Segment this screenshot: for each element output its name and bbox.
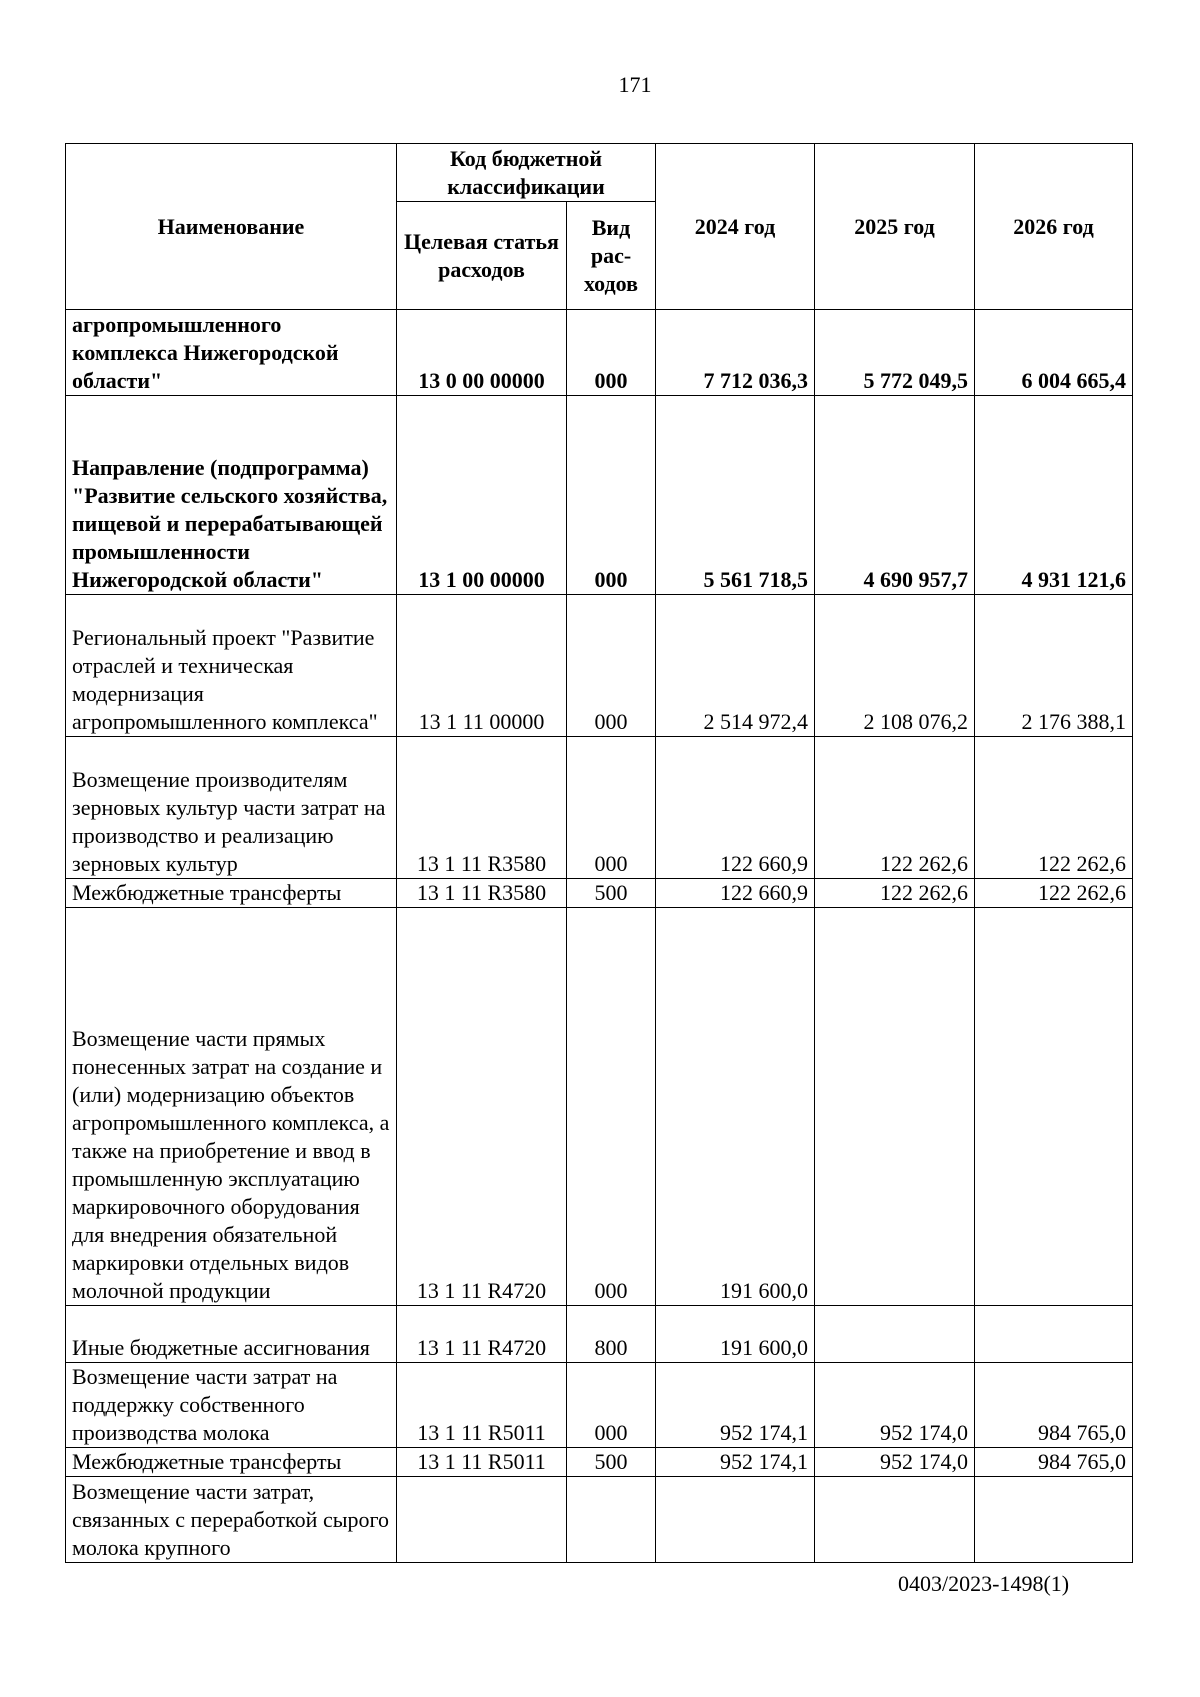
row-amount-2026	[975, 1477, 1133, 1563]
row-amount-2026: 122 262,6	[975, 879, 1133, 908]
row-amount-2025: 122 262,6	[815, 737, 975, 879]
table-body	[66, 310, 1133, 1563]
table-row	[66, 1448, 1133, 1477]
row-expense-kind: 500	[567, 1448, 656, 1477]
row-target-code: 13 1 11 00000	[397, 595, 567, 737]
row-amount-2024: 952 174,1	[656, 1363, 815, 1448]
row-expense-kind	[567, 1477, 656, 1563]
row-amount-2024: 7 712 036,3	[656, 310, 815, 396]
header-name: Наименование	[66, 144, 397, 310]
row-amount-2026	[975, 1306, 1133, 1363]
header-2024: 2024 год	[656, 144, 815, 310]
row-target-code: 13 0 00 00000	[397, 310, 567, 396]
row-target-code: 13 1 11 R4720	[397, 908, 567, 1306]
row-name: Возмещение части затрат, связанных с переработкой сырого молока крупного	[66, 1477, 397, 1563]
page-number: 171	[618, 72, 652, 97]
row-amount-2024: 191 600,0	[656, 1306, 815, 1363]
row-amount-2025: 2 108 076,2	[815, 595, 975, 737]
row-name: Направление (подпрограмма) "Развитие сельского хозяйства, пищевой и перерабатывающей промышленности Нижегородской области"	[66, 396, 397, 595]
row-amount-2024: 5 561 718,5	[656, 396, 815, 595]
header-2026: 2026 год	[975, 144, 1133, 310]
row-amount-2026: 6 004 665,4	[975, 310, 1133, 396]
row-expense-kind: 000	[567, 396, 656, 595]
header-code-group: Код бюджетной классификации	[397, 144, 656, 202]
row-amount-2024: 952 174,1	[656, 1448, 815, 1477]
row-expense-kind: 500	[567, 879, 656, 908]
budget-table	[65, 143, 1133, 1563]
row-amount-2024: 122 660,9	[656, 879, 815, 908]
row-amount-2024: 122 660,9	[656, 737, 815, 879]
table-row	[66, 879, 1133, 908]
row-amount-2026: 984 765,0	[975, 1363, 1133, 1448]
table-row	[66, 737, 1133, 879]
table-row	[66, 310, 1133, 396]
table-row	[66, 1477, 1133, 1563]
row-amount-2024: 191 600,0	[656, 908, 815, 1306]
row-expense-kind: 000	[567, 737, 656, 879]
row-name: Межбюджетные трансферты	[66, 1448, 397, 1477]
row-name: агропромышленного комплекса Нижегородской области"	[66, 310, 397, 396]
row-name: Иные бюджетные ассигнования	[66, 1306, 397, 1363]
row-name: Возмещение части прямых понесенных затрат на создание и (или) модернизацию объектов агропромышленного комплекса, а также на приобретение и ввод в промышленную эксплуатацию маркировочного оборудования для внедрения обязательной маркировки отдельных видов молочной продукции	[66, 908, 397, 1306]
row-target-code	[397, 1477, 567, 1563]
table-row	[66, 1363, 1133, 1448]
row-name: Межбюджетные трансферты	[66, 879, 397, 908]
row-name: Возмещение части затрат на поддержку собственного производства молока	[66, 1363, 397, 1448]
row-amount-2026: 984 765,0	[975, 1448, 1133, 1477]
table-row	[66, 908, 1133, 1306]
row-name: Региональный проект "Развитие отраслей и техническая модернизация агропромышленного комплекса"	[66, 595, 397, 737]
row-amount-2025: 952 174,0	[815, 1363, 975, 1448]
table-header	[66, 144, 1133, 310]
row-target-code: 13 1 11 R3580	[397, 737, 567, 879]
row-amount-2025: 952 174,0	[815, 1448, 975, 1477]
row-expense-kind: 000	[567, 595, 656, 737]
document-id: 0403/2023-1498(1)	[898, 1571, 1070, 1596]
table-row	[66, 595, 1133, 737]
row-expense-kind: 000	[567, 310, 656, 396]
row-amount-2026: 4 931 121,6	[975, 396, 1133, 595]
row-target-code: 13 1 11 R5011	[397, 1448, 567, 1477]
header-target: Целевая статья расходов	[397, 202, 567, 310]
row-amount-2026	[975, 908, 1133, 1306]
row-expense-kind: 000	[567, 908, 656, 1306]
row-target-code: 13 1 11 R4720	[397, 1306, 567, 1363]
row-amount-2026: 2 176 388,1	[975, 595, 1133, 737]
header-2025: 2025 год	[815, 144, 975, 310]
row-amount-2025	[815, 1306, 975, 1363]
row-amount-2024	[656, 1477, 815, 1563]
row-amount-2025: 122 262,6	[815, 879, 975, 908]
row-amount-2024: 2 514 972,4	[656, 595, 815, 737]
row-amount-2025: 5 772 049,5	[815, 310, 975, 396]
table-row	[66, 396, 1133, 595]
row-target-code: 13 1 11 R3580	[397, 879, 567, 908]
table-row	[66, 1306, 1133, 1363]
row-name: Возмещение производителям зерновых культур части затрат на производство и реализацию зерновых культур	[66, 737, 397, 879]
row-target-code: 13 1 11 R5011	[397, 1363, 567, 1448]
row-amount-2025	[815, 908, 975, 1306]
row-expense-kind: 000	[567, 1363, 656, 1448]
row-amount-2026: 122 262,6	[975, 737, 1133, 879]
header-kind: Вид рас-ходов	[567, 202, 656, 310]
row-amount-2025: 4 690 957,7	[815, 396, 975, 595]
row-expense-kind: 800	[567, 1306, 656, 1363]
row-amount-2025	[815, 1477, 975, 1563]
row-target-code: 13 1 00 00000	[397, 396, 567, 595]
